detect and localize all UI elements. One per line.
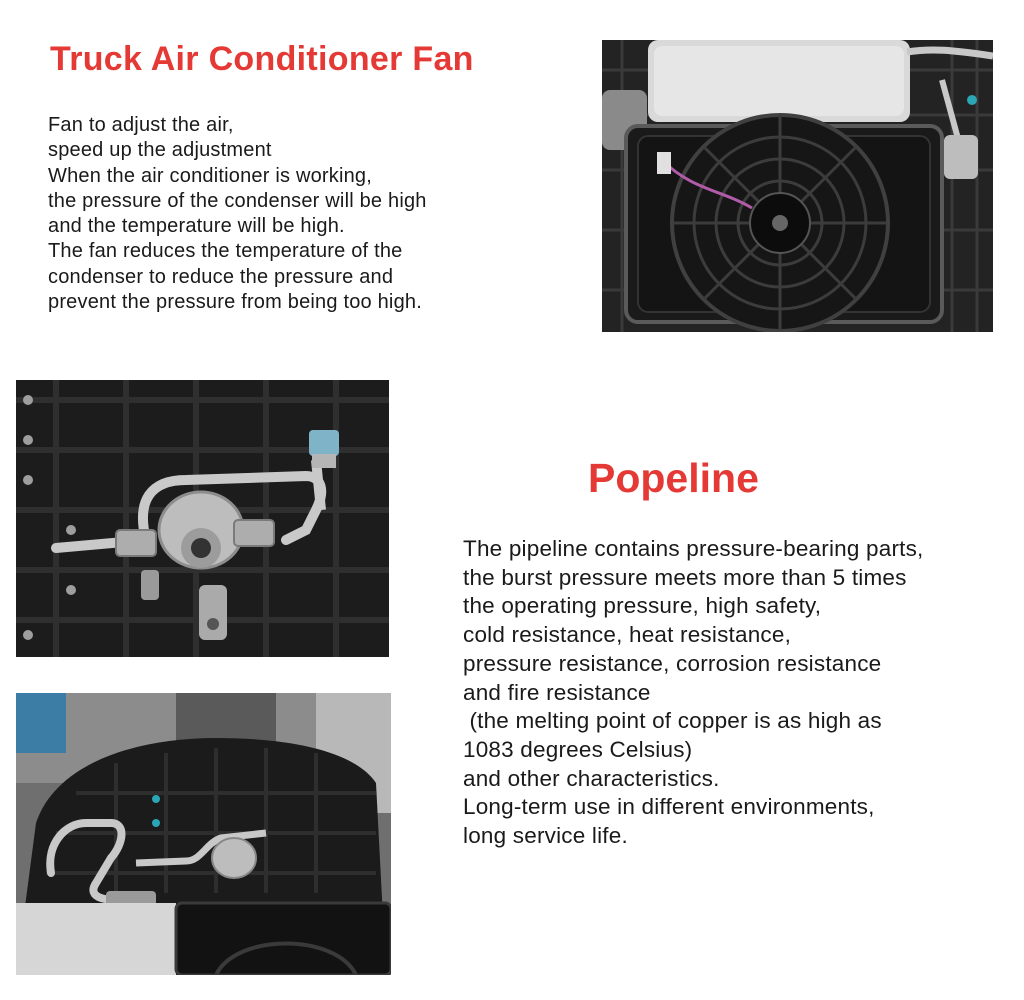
valve-photo — [16, 380, 389, 657]
pipeline-description-line: The pipeline contains pressure-bearing parts, — [463, 536, 924, 561]
pipeline-description-line: cold resistance, heat resistance, — [463, 622, 792, 648]
fan-photo — [602, 40, 993, 332]
pipeline-description — [463, 535, 924, 851]
fan-description-line: The fan reduces the temperature of the — [48, 240, 403, 263]
fan-description-line: prevent the pressure from being too high. — [48, 291, 422, 314]
fan-description-line: When the air conditioner is working, — [48, 164, 373, 187]
pipeline-description-line: the operating pressure, high safety, — [463, 593, 822, 619]
fan-section-title: Truck Air Conditioner Fan — [50, 40, 474, 78]
pipeline-description-line: pressure resistance, corrosion resistance — [463, 650, 882, 676]
pipeline-description-line: and other characteristics. — [463, 765, 720, 791]
assembly-photo — [16, 693, 391, 975]
pipeline-description-line: (the melting point of copper is as high as — [463, 708, 882, 734]
fan-photo-illustration — [602, 40, 993, 332]
pipeline-description-line: 1083 degrees Celsius) — [463, 736, 693, 762]
pipeline-description-line: and fire resistance — [463, 679, 651, 705]
pipeline-description-line: the burst pressure meets more than 5 times — [463, 564, 907, 590]
fan-description-line: speed up the adjustment — [48, 139, 272, 162]
fan-description-line: condenser to reduce the pressure and — [48, 265, 394, 288]
valve-photo-illustration — [16, 380, 389, 657]
pipeline-description-line: long service life. — [463, 823, 628, 849]
fan-description — [48, 113, 427, 315]
pipeline-description-line: Long-term use in different environments, — [463, 794, 875, 820]
fan-description-line: and the temperature will be high. — [48, 215, 345, 238]
assembly-photo-illustration — [16, 693, 391, 975]
pipeline-section-title: Popeline — [588, 455, 759, 501]
fan-description-line: the pressure of the condenser will be high — [48, 189, 427, 212]
fan-description-line: Fan to adjust the air, — [48, 114, 234, 136]
